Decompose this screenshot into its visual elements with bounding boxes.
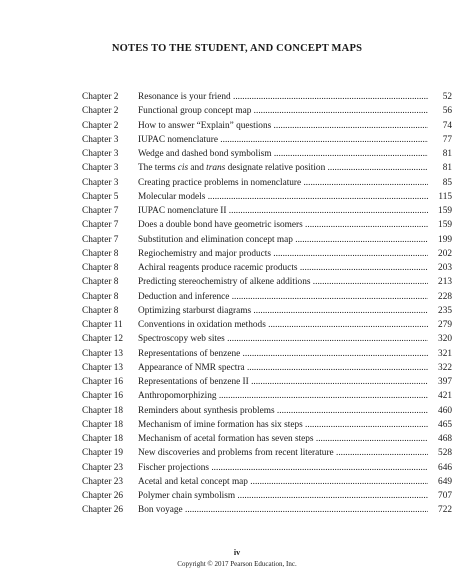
toc-row bbox=[82, 461, 452, 475]
toc-page-number: 85 bbox=[428, 176, 452, 190]
toc-entry-title: Anthropomorphizing ..... bbox=[138, 389, 428, 403]
toc-chapter: Chapter 23 bbox=[82, 476, 124, 487]
toc-row bbox=[82, 147, 452, 161]
toc-page-number: 77 bbox=[428, 133, 452, 147]
page-number: iv bbox=[233, 548, 241, 557]
toc-page-number: 649 bbox=[428, 475, 452, 489]
toc-row bbox=[82, 247, 452, 261]
toc-entry-title: Fischer projections ..... bbox=[138, 461, 428, 475]
toc-entry-title: Resonance is your friend ..... bbox=[138, 90, 428, 104]
toc-entry-title: Representations of benzene ..... bbox=[138, 347, 428, 361]
toc-entry-title: Deduction and inference ..... bbox=[138, 290, 428, 304]
toc-entry-title: Does a double bond have geometric isomers ..... bbox=[138, 218, 428, 232]
toc-entry-title: Creating practice problems in nomenclature ..... bbox=[138, 176, 428, 190]
toc-entry-title: Acetal and ketal concept map ..... bbox=[138, 475, 428, 489]
toc-chapter: Chapter 8 bbox=[82, 277, 119, 288]
toc-chapter: Chapter 3 bbox=[82, 149, 119, 159]
toc-page-number: 56 bbox=[428, 104, 452, 118]
toc-entry-title: Appearance of NMR spectra ..... bbox=[138, 361, 428, 375]
toc-page-number: 159 bbox=[428, 218, 452, 232]
toc-entry-title: How to answer “Explain” questions ..... bbox=[138, 119, 428, 133]
toc-entry-title: Functional group concept map ..... bbox=[138, 104, 428, 118]
toc-row bbox=[82, 503, 452, 517]
toc-row bbox=[82, 332, 452, 346]
toc-entry-title: Mechanism of acetal formation has seven steps ..... bbox=[138, 432, 428, 446]
toc-page-number: 465 bbox=[428, 418, 452, 432]
toc-row bbox=[82, 275, 452, 289]
toc-chapter: Chapter 12 bbox=[82, 334, 124, 345]
toc-chapter: Chapter 23 bbox=[82, 462, 124, 473]
toc-page-number: 646 bbox=[428, 461, 452, 475]
toc-row bbox=[82, 290, 452, 304]
toc-chapter: Chapter 13 bbox=[82, 362, 124, 373]
toc-page-number: 320 bbox=[428, 332, 452, 346]
toc-page-number: 722 bbox=[428, 503, 452, 517]
toc-chapter: Chapter 3 bbox=[82, 177, 119, 188]
toc-chapter: Chapter 7 bbox=[82, 206, 119, 216]
toc-row bbox=[82, 90, 452, 104]
toc-entry-title: Molecular models ..... bbox=[138, 190, 428, 204]
toc-chapter: Chapter 2 bbox=[82, 106, 119, 117]
toc-entry-title: Substitution and elimination concept map ..... bbox=[138, 233, 428, 247]
toc-row bbox=[82, 233, 452, 247]
toc-row bbox=[82, 432, 452, 446]
toc-chapter: Chapter 7 bbox=[82, 220, 119, 231]
toc-entry-title: The terms cis and trans designate relative position ..... bbox=[138, 161, 428, 175]
toc-chapter: Chapter 18 bbox=[82, 434, 124, 444]
toc-page-number: 228 bbox=[428, 290, 452, 304]
toc-chapter: Chapter 16 bbox=[82, 391, 124, 402]
toc-row bbox=[82, 161, 452, 175]
toc-entry-title: Polymer chain symbolism ..... bbox=[138, 489, 428, 503]
toc-chapter: Chapter 26 bbox=[82, 505, 124, 516]
toc-row bbox=[82, 218, 452, 232]
toc-entry-title: Optimizing starburst diagrams ..... bbox=[138, 304, 428, 318]
toc-page-number: 199 bbox=[428, 233, 452, 247]
toc-page-number: 202 bbox=[428, 247, 452, 261]
toc-page-number: 81 bbox=[428, 161, 452, 175]
toc-chapter: Chapter 7 bbox=[82, 234, 119, 245]
toc-entry-title: Regiochemistry and major products ..... bbox=[138, 247, 428, 261]
toc-entry-title: Conventions in oxidation methods ..... bbox=[138, 318, 428, 332]
toc-page-number: 468 bbox=[428, 432, 452, 446]
toc-row bbox=[82, 261, 452, 275]
toc-page-number: 235 bbox=[428, 304, 452, 318]
toc-row bbox=[82, 318, 452, 332]
toc-chapter: Chapter 18 bbox=[82, 405, 124, 416]
toc-entry-title: Wedge and dashed bond symbolism ..... bbox=[138, 147, 428, 161]
toc-row bbox=[82, 190, 452, 204]
toc-page-number: 115 bbox=[428, 190, 452, 204]
toc-row bbox=[82, 475, 452, 489]
toc-entry-title: Achiral reagents produce racemic products ..... bbox=[138, 261, 428, 275]
table-of-contents bbox=[82, 90, 452, 518]
toc-page-number: 707 bbox=[428, 489, 452, 503]
toc-row bbox=[82, 446, 452, 460]
toc-chapter: Chapter 3 bbox=[82, 163, 119, 174]
toc-chapter: Chapter 18 bbox=[82, 419, 124, 430]
toc-row bbox=[82, 104, 452, 118]
toc-page-number: 52 bbox=[428, 90, 452, 104]
toc-chapter: Chapter 11 bbox=[82, 320, 123, 330]
toc-entry-title: New discoveries and problems from recent literature ..... bbox=[138, 446, 428, 460]
toc-chapter: Chapter 26 bbox=[82, 491, 124, 501]
toc-row bbox=[82, 375, 452, 389]
toc-chapter: Chapter 8 bbox=[82, 291, 119, 302]
toc-page-number: 460 bbox=[428, 404, 452, 418]
toc-entry-title: Reminders about synthesis problems ..... bbox=[138, 404, 428, 418]
toc-chapter: Chapter 8 bbox=[82, 305, 119, 316]
toc-entry-title: Bon voyage ..... bbox=[138, 503, 428, 517]
toc-entry-title: IUPAC nomenclature II ..... bbox=[138, 204, 428, 218]
toc-entry-title: Spectroscopy web sites ..... bbox=[138, 332, 428, 346]
toc-chapter: Chapter 5 bbox=[82, 191, 119, 202]
toc-chapter: Chapter 8 bbox=[82, 263, 119, 273]
toc-page-number: 159 bbox=[428, 204, 452, 218]
toc-entry-title: Predicting stereochemistry of alkene additions ..... bbox=[138, 275, 428, 289]
toc-page-number: 74 bbox=[428, 119, 452, 133]
toc-row bbox=[82, 489, 452, 503]
toc-row bbox=[82, 119, 452, 133]
toc-entry-title: Mechanism of imine formation has six steps ..... bbox=[138, 418, 428, 432]
toc-page-number: 321 bbox=[428, 347, 452, 361]
toc-page-number: 203 bbox=[428, 261, 452, 275]
toc-chapter: Chapter 2 bbox=[82, 120, 119, 131]
toc-row bbox=[82, 404, 452, 418]
toc-row bbox=[82, 133, 452, 147]
toc-page-number: 397 bbox=[428, 375, 452, 389]
page-title: NOTES TO THE STUDENT, AND CONCEPT MAPS bbox=[111, 43, 363, 54]
toc-chapter: Chapter 3 bbox=[82, 134, 119, 145]
toc-row bbox=[82, 418, 452, 432]
toc-row bbox=[82, 176, 452, 190]
toc-page-number: 421 bbox=[428, 389, 452, 403]
toc-page-number: 81 bbox=[428, 147, 452, 161]
toc-chapter: Chapter 13 bbox=[82, 348, 124, 359]
toc-page-number: 279 bbox=[428, 318, 452, 332]
toc-chapter: Chapter 16 bbox=[82, 377, 124, 387]
toc-row bbox=[82, 304, 452, 318]
toc-page-number: 528 bbox=[428, 446, 452, 460]
toc-chapter: Chapter 2 bbox=[82, 92, 119, 102]
toc-row bbox=[82, 347, 452, 361]
toc-row bbox=[82, 389, 452, 403]
toc-chapter: Chapter 19 bbox=[82, 448, 124, 459]
toc-chapter: Chapter 8 bbox=[82, 248, 119, 259]
toc-row bbox=[82, 204, 452, 218]
toc-row bbox=[82, 361, 452, 375]
toc-page-number: 213 bbox=[428, 275, 452, 289]
copyright-notice: Copyright © 2017 Pearson Education, Inc. bbox=[177, 560, 297, 568]
toc-entry-title: IUPAC nomenclature ..... bbox=[138, 133, 428, 147]
toc-page-number: 322 bbox=[428, 361, 452, 375]
toc-entry-title: Representations of benzene II ..... bbox=[138, 375, 428, 389]
